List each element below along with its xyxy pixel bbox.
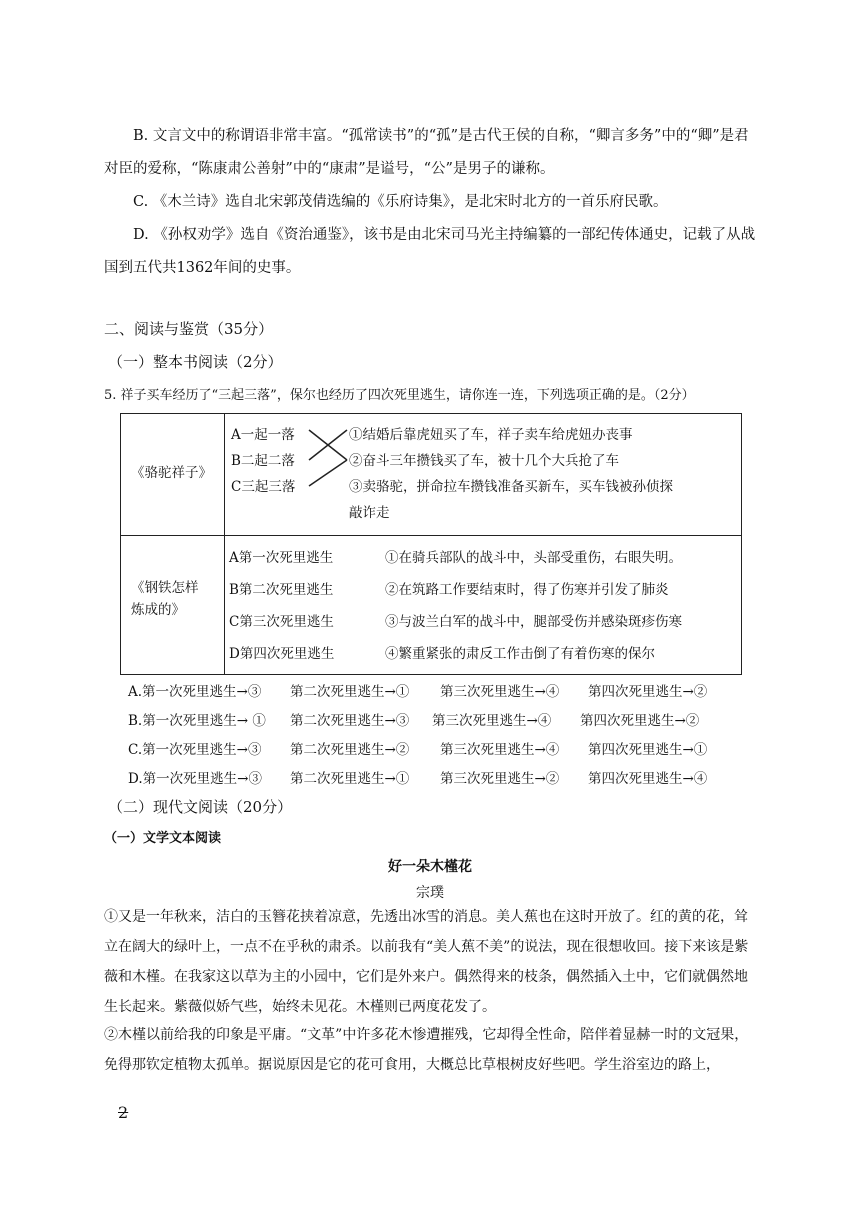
table-divider	[121, 535, 741, 536]
section-heading: 二、阅读与鉴赏（35分）	[104, 320, 274, 338]
option-c-part: C.第一次死里逃生→③	[128, 742, 262, 758]
book-title-steel	[131, 577, 199, 621]
escape-description: ④繁重紧张的肃反工作击倒了有着伤寒的保尔	[385, 646, 655, 662]
literary-text-heading: （一）文学文本阅读	[104, 831, 222, 846]
question-5: 5. 祥子买车经历了“三起三落”，保尔也经历了四次死里逃生，请你连一连，下列选项正确的是。（2分）	[104, 388, 695, 403]
option-b-part: 第三次死里逃生→④	[432, 713, 552, 729]
essay-paragraph-2: ②木槿以前给我的印象是平庸。“文革”中许多花木惨遭摧残，它却得全性命，陪伴着显赫一时的文冠果，免得那钦定植物太孤单。据说原因是它的花可食用，大概总比草根树皮好些吧。学生浴室边的路上，	[104, 1027, 749, 1073]
escape-label: A第一次死里逃生	[229, 550, 334, 566]
option-b-part: B.第一次死里逃生→ ①	[128, 713, 266, 729]
stage-label: A一起一落	[231, 427, 295, 443]
escape-description: ②在筑路工作要结束时，得了伤寒并引发了肺炎	[385, 582, 669, 598]
option-a-part: A.第一次死里逃生→③	[128, 684, 262, 700]
modern-reading-heading: （二）现代文阅读（20分）	[108, 798, 293, 816]
matching-lines	[307, 420, 353, 492]
essay-paragraph-1: ①又是一年秋来，洁白的玉簪花挟着凉意，先透出冰雪的消息。美人蕉也在这时开放了。红的黄的花，耸立在阔大的绿叶上，一点不在乎秋的肃杀。以前我有“美人蕉不美”的说法，现在很想收回。接下来该是紫薇和木槿。在我家这以草为主的小园中，它们是外来户。偶然得来的枝条，偶然插入土中，它们就偶然地生长起来。紫薇似娇气些，始终未见花。木槿则已两度花发了。	[104, 909, 749, 1015]
escape-description: ③与波兰白军的战斗中，腿部受伤并感染斑疹伤寒	[385, 614, 682, 630]
option-a-part: 第三次死里逃生→④	[440, 684, 560, 700]
event-description: ①结婚后靠虎妞买了车，祥子卖车给虎妞办丧事	[349, 427, 633, 443]
page-number: 2	[118, 1103, 129, 1122]
option-d-part: 第三次死里逃生→②	[440, 771, 560, 787]
option-b-part: 第二次死里逃生→③	[290, 713, 410, 729]
subsection-heading: （一）整本书阅读（2分）	[108, 353, 283, 371]
option-a-part: 第二次死里逃生→①	[290, 684, 410, 700]
match-line	[309, 460, 347, 486]
option-b-paragraph: B. 文言文中的称谓语非常丰富。“孤常读书”的“孤”是古代王侯的自称，“卿言多务”中的“卿”是君对臣的爱称，“陈康肃公善射”中的“康肃”是谥号，“公”是男子的谦称。	[104, 128, 749, 177]
book-title-camel-xiangzi: 《骆驼祥子》	[131, 465, 212, 481]
book-title-line: 炼成的》	[131, 602, 185, 618]
option-d-part: 第二次死里逃生→①	[290, 771, 410, 787]
stage-label: C三起三落	[231, 479, 296, 495]
stage-label: B二起二落	[231, 453, 295, 469]
table-column-divider	[224, 414, 225, 674]
option-c-part: 第二次死里逃生→②	[290, 742, 410, 758]
escape-label: C第三次死里逃生	[229, 614, 334, 630]
event-description: ③卖骆驼，拼命拉车攒钱准备买新车，买车钱被孙侦探	[349, 479, 673, 495]
matching-table	[120, 413, 742, 675]
event-description-continued: 敲诈走	[349, 505, 390, 521]
escape-description: ①在骑兵部队的战斗中，头部受重伤，右眼失明。	[385, 550, 682, 566]
option-c-part: 第三次死里逃生→④	[440, 742, 560, 758]
event-description: ②奋斗三年攒钱买了车，被十几个大兵抢了车	[349, 453, 619, 469]
option-b-part: 第四次死里逃生→②	[580, 713, 700, 729]
escape-label: D第四次死里逃生	[229, 646, 335, 662]
option-c-paragraph: C. 《木兰诗》选自北宋郭茂倩选编的《乐府诗集》，是北宋时北方的一首乐府民歌。	[133, 194, 668, 210]
option-d-part: 第四次死里逃生→④	[588, 771, 708, 787]
option-c-part: 第四次死里逃生→①	[588, 742, 708, 758]
essay-title: 好一朵木槿花	[388, 859, 472, 875]
option-d-part: D.第一次死里逃生→③	[128, 771, 262, 787]
option-d-paragraph: D. 《孙权劝学》选自《资治通鉴》，该书是由北宋司马光主持编纂的一部纪传体通史，记载了从战国到五代共1362年间的史事。	[104, 227, 756, 276]
escape-label: B第二次死里逃生	[229, 582, 334, 598]
essay-author: 宗璞	[416, 885, 444, 901]
book-title-line: 《钢铁怎样	[131, 580, 199, 596]
option-a-part: 第四次死里逃生→②	[588, 684, 708, 700]
